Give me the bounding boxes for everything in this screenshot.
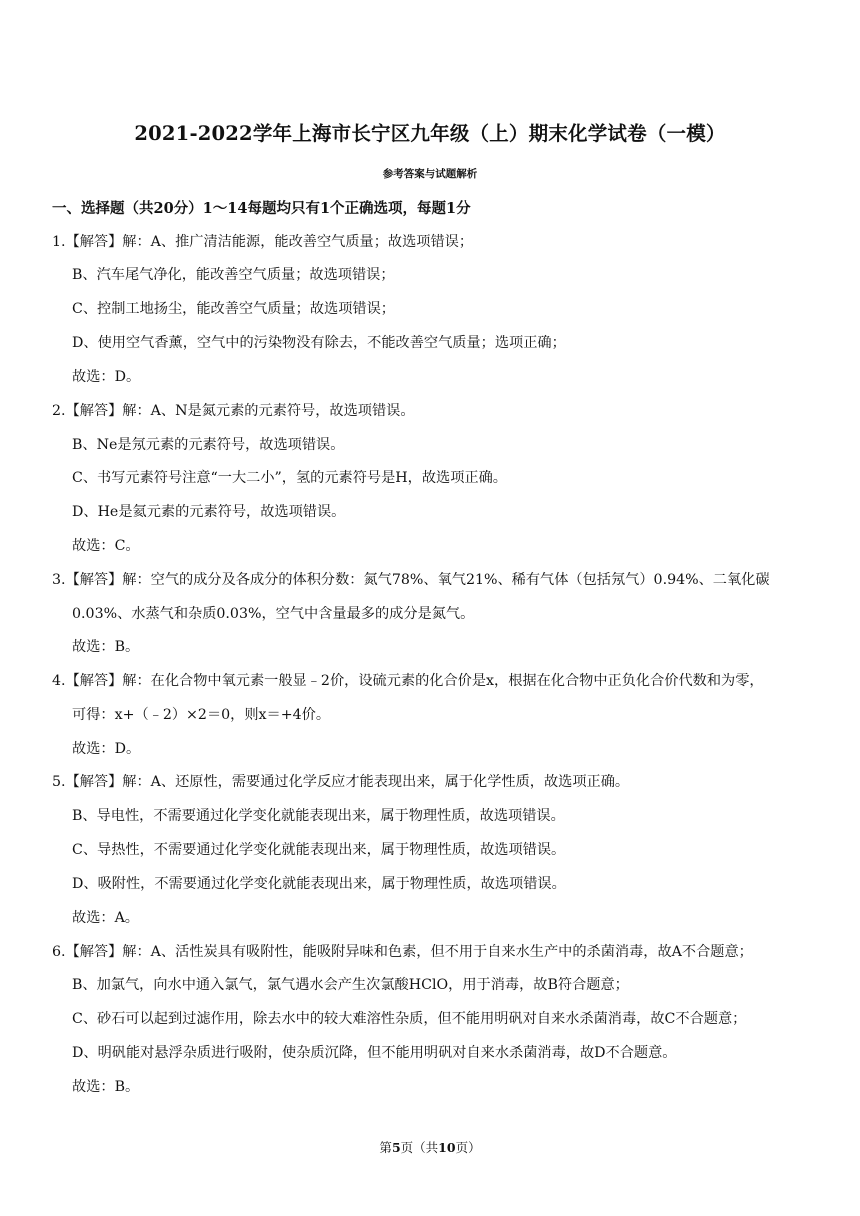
answer-line: 故选：D。 [72, 369, 141, 385]
footer-prefix: 第 [379, 1140, 392, 1155]
answer-line: D、使用空气香薰，空气中的污染物没有除去，不能改善空气质量；选项正确； [72, 335, 566, 351]
answer-line: 1.【解答】解：A、推广清洁能源，能改善空气质量；故选项错误； [52, 234, 474, 250]
footer-total-pages: 10 [438, 1140, 456, 1155]
answer-line: B、导电性，不需要通过化学变化就能表现出来，属于物理性质，故选项错误。 [72, 808, 565, 824]
answer-line: 故选：B。 [72, 639, 140, 655]
page-subtitle: 参考答案与试题解析 [382, 168, 478, 180]
answer-line: 故选：B。 [72, 1079, 140, 1095]
answer-line: 5.【解答】解：A、还原性，需要通过化学反应才能表现出来，属于化学性质，故选项正确。 [52, 774, 630, 790]
answer-line: 故选：C。 [72, 538, 140, 554]
answer-line: C、书写元素符号注意“一大二小”，氢的元素符号是H，故选项正确。 [72, 470, 507, 486]
answer-line: B、Ne是氖元素的元素符号，故选项错误。 [72, 437, 345, 453]
answer-line: C、控制工地扬尘，能改善空气质量；故选项错误； [72, 301, 395, 317]
answer-line: 可得：x+（﹣2）×2＝0，则x＝+4价。 [72, 707, 331, 723]
answer-line: B、汽车尾气净化，能改善空气质量；故选项错误； [72, 267, 395, 283]
answer-line: D、明矾能对悬浮杂质进行吸附，使杂质沉降，但不能用明矾对自来水杀菌消毒，故D不合题意。 [72, 1045, 677, 1061]
page-title: 2021-2022学年上海市长宁区九年级（上）期末化学试卷（一模） [134, 122, 726, 145]
answer-line: 故选：D。 [72, 741, 141, 757]
answer-line: 故选：A。 [72, 910, 139, 926]
section-heading: 一、选择题（共20分）1～14每题均只有1个正确选项，每题1分 [52, 200, 471, 217]
answer-line: D、He是氦元素的元素符号，故选项错误。 [72, 504, 346, 520]
footer-suffix: 页） [455, 1140, 481, 1155]
page-footer [0, 1138, 860, 1156]
answer-line: B、加氯气，向水中通入氯气，氯气遇水会产生次氯酸HClO，用于消毒，故B符合题意； [72, 977, 629, 993]
answer-line: 4.【解答】解：在化合物中氧元素一般显﹣2价，设硫元素的化合价是x，根据在化合物中正负化合价代数和为零， [52, 673, 764, 689]
answer-line: 2.【解答】解：A、N是氮元素的元素符号，故选项错误。 [52, 403, 415, 419]
answer-line: 6.【解答】解：A、活性炭具有吸附性，能吸附异味和色素，但不用于自来水生产中的杀菌消毒，故A不合题意； [52, 944, 753, 960]
answer-line: C、砂石可以起到过滤作用，除去水中的较大难溶性杂质，但不能用明矾对自来水杀菌消毒，故C不合题意； [72, 1011, 747, 1027]
footer-middle: 页（共 [400, 1140, 439, 1155]
answer-line: 3.【解答】解：空气的成分及各成分的体积分数：氮气78%、氧气21%、稀有气体（包括氖气）0.94%、二氧化碳 [52, 572, 770, 588]
answer-line: 0.03%、水蒸气和杂质0.03%，空气中含量最多的成分是氮气。 [72, 606, 475, 622]
answer-line: D、吸附性，不需要通过化学变化就能表现出来，属于物理性质，故选项错误。 [72, 876, 566, 892]
footer-page-number: 5 [391, 1140, 401, 1155]
answer-line: C、导热性，不需要通过化学变化就能表现出来，属于物理性质，故选项错误。 [72, 842, 566, 858]
